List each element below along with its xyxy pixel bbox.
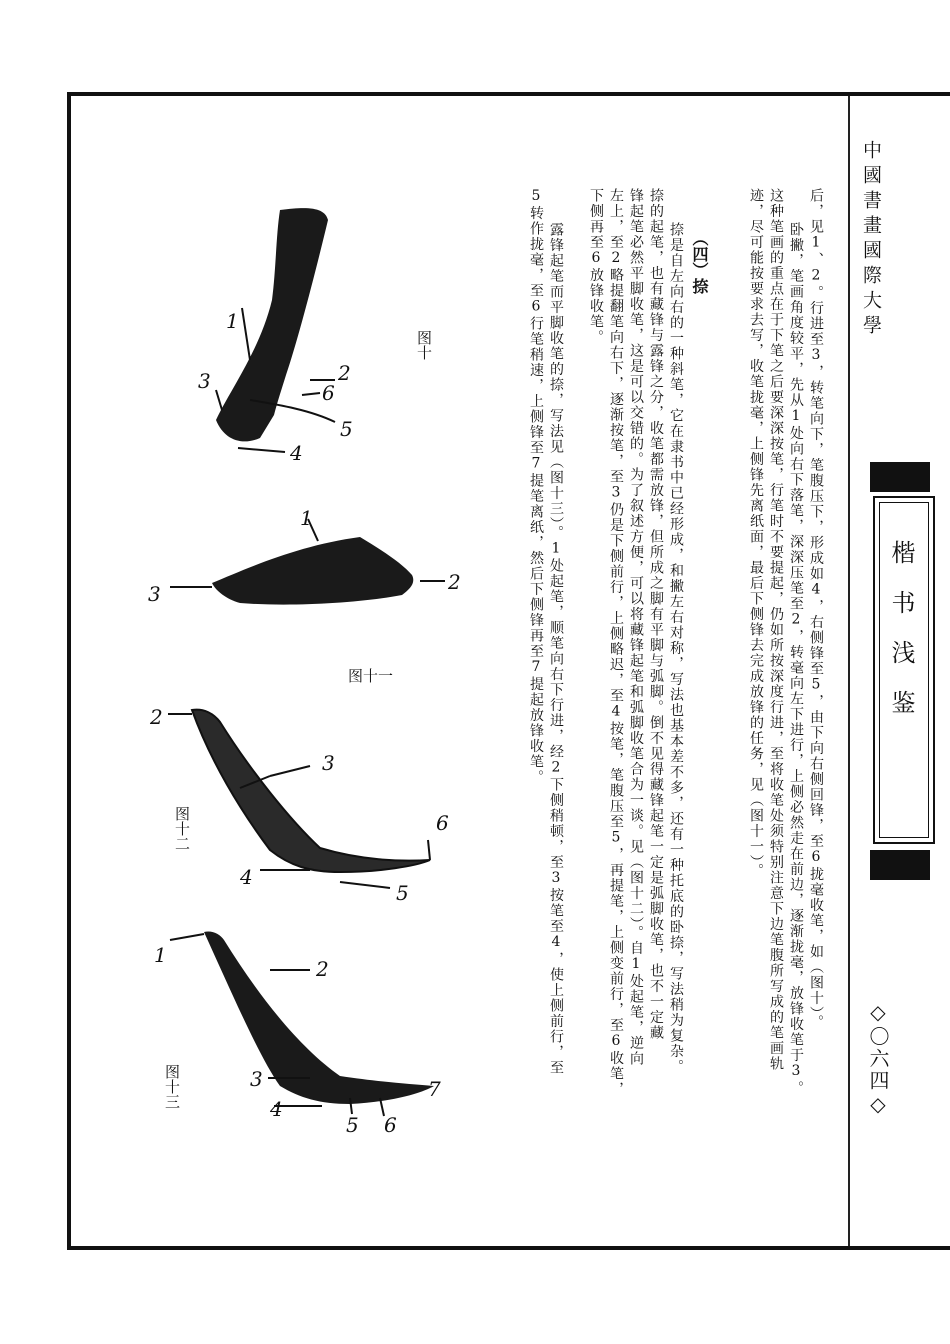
fig10-label-4: 4: [290, 441, 303, 465]
fig11-label-2: 2: [448, 570, 461, 594]
fig13-label-2: 2: [316, 957, 329, 981]
title-cap-bottom: [870, 850, 930, 880]
fig13-label-5: 5: [346, 1113, 359, 1137]
book-title: 楷书浅鉴: [887, 540, 915, 740]
fig12-label-6: 6: [436, 811, 449, 835]
figure-10-stroke: [190, 200, 390, 470]
fig10-label-5: 5: [340, 417, 353, 441]
fig12-label-3: 3: [322, 751, 335, 775]
fig13-label-4: 4: [270, 1097, 283, 1121]
fig10-label-2: 2: [338, 361, 351, 385]
figure-11-caption: 图十一: [348, 667, 394, 685]
fig11-label-3: 3: [148, 582, 161, 606]
fig13-label-1: 1: [154, 943, 167, 967]
text-column-8: 左上，至2略提翻笔向右下，逐渐按笔，至3仍是下侧前行，上侧略迟，至4按笔，笔腹压至5，再提笔，上侧变前行，至6收笔，: [608, 188, 624, 1097]
figure-12-stroke: [140, 700, 470, 910]
section-heading: （四）捺: [690, 230, 709, 294]
text-column-9: 下侧再至6放锋收笔。: [588, 188, 604, 345]
fig12-label-4: 4: [240, 865, 253, 889]
fig11-label-1: 1: [300, 506, 313, 530]
series-title: 中國書畫國際大學: [860, 140, 882, 340]
text-column-5: 捺是自左向右的一种斜笔，它在隶书中已经形成，和撇左右对称，写法也基本差不多，还有一种托底的卧捺，写法稍为复杂。: [668, 222, 684, 1075]
text-column-1: 后，见1、2。行进至3，转笔向下，笔腹压下，形成如4，右侧锋至5，由下向右侧回锋，至6拢毫收笔，如（图十）。: [808, 188, 824, 1030]
fig13-label-7: 7: [428, 1077, 441, 1101]
fig12-label-5: 5: [396, 881, 409, 905]
fig12-label-2: 2: [150, 705, 163, 729]
title-cap-top: [870, 462, 930, 492]
figure-11-stroke: [140, 505, 470, 625]
text-column-11: 5转作拢毫，至6行笔稍速，上侧锋至7提笔离纸，然后下侧锋再至7提起放锋收笔。: [528, 188, 544, 785]
figure-10-caption: 图十: [415, 330, 433, 360]
fig10-label-1: 1: [226, 309, 239, 333]
fig13-label-3: 3: [250, 1067, 263, 1091]
text-column-7: 锋起笔必然平脚收笔，这是可以交错的。为了叙述方便，可以将藏锋起笔和弧脚收笔合为一谈。见（图十二）。自1处起笔，逆向: [628, 188, 644, 1067]
text-column-4: 迹，尽可能按要求去写，收笔拢毫，上侧锋先离纸面，最后下侧锋去完成放锋的任务，见（图十一）。: [748, 188, 764, 879]
text-column-6: 捺的起笔，也有藏锋与露锋之分，收笔都需放锋，但所成之脚有平脚与弧脚。倒不见得藏锋起笔一定是弧脚收笔，也不一定藏: [648, 188, 664, 1041]
fig10-label-3: 3: [198, 369, 211, 393]
page-number: ◇〇六四◇: [866, 1000, 890, 1118]
figure-13-caption: 图十三: [163, 1064, 181, 1109]
text-column-3: 这种笔画的重点在于下笔之后要深深按笔，行笔时不要提起，仍如所按深度行进，至将收笔处须特别注意下边笔腹所写成的笔画轨: [768, 188, 784, 1072]
fig10-label-6: 6: [322, 381, 335, 405]
margin-rule: [848, 96, 850, 1246]
text-column-10: 露锋起笔而平脚收笔的捺，写法见（图十三）。1处起笔，顺笔向右下行进，经2下侧稍顿，至3按笔至4，使上侧前行，至: [548, 222, 564, 1076]
figure-13-stroke: [150, 918, 460, 1138]
text-column-2: 卧撇，笔画角度较平，先从1处向右下落笔，深深压笔至2，转毫向左下进行，上侧必然走在前边，逐渐拢毫，放锋收笔于3。: [788, 222, 804, 1096]
fig13-label-6: 6: [384, 1113, 397, 1137]
figure-12-caption: 图十二: [173, 806, 191, 851]
